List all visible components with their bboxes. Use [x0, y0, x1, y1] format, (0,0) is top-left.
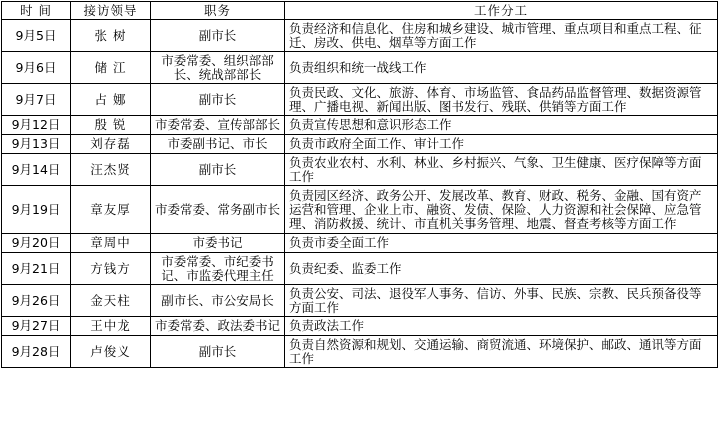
cell-duty: 负责园区经济、政务公开、发展改革、教育、财政、税务、金融、国有资产运营和管理、企业上市、融资、发债、保险、人力资源和社会保障、应急管理、消防救援、统计、市直机关事务管理、地震、督查考核等方面工作 — [285, 186, 718, 234]
cell-post: 市委副书记、市长 — [151, 135, 285, 154]
table-header-row — [2, 2, 718, 20]
cell-post: 市委常委、组织部部长、统战部部长 — [151, 52, 285, 84]
cell-duty: 负责市委全面工作 — [285, 234, 718, 253]
cell-date: 9月14日 — [2, 154, 71, 186]
cell-leader: 卢俊义 — [71, 336, 151, 368]
reception-schedule-table — [1, 1, 718, 368]
cell-date: 9月13日 — [2, 135, 71, 154]
cell-date: 9月27日 — [2, 317, 71, 336]
cell-leader: 汪杰贤 — [71, 154, 151, 186]
cell-date: 9月26日 — [2, 285, 71, 317]
cell-duty: 负责民政、文化、旅游、体育、市场监管、食品药品监督管理、数据资源管理、广播电视、新闻出版、图书发行、残联、供销等方面工作 — [285, 84, 718, 116]
cell-duty: 负责市政府全面工作、审计工作 — [285, 135, 718, 154]
table-row — [2, 20, 718, 52]
cell-duty: 负责自然资源和规划、交通运输、商贸流通、环境保护、邮政、通讯等方面工作 — [285, 336, 718, 368]
table-row — [2, 154, 718, 186]
header-leader: 接访领导 — [71, 2, 151, 20]
header-date: 时 间 — [2, 2, 71, 20]
header-duty: 工作分工 — [285, 2, 718, 20]
cell-duty: 负责政法工作 — [285, 317, 718, 336]
cell-duty: 负责经济和信息化、住房和城乡建设、城市管理、重点项目和重点工程、征迁、房改、供电、烟草等方面工作 — [285, 20, 718, 52]
cell-leader: 张 树 — [71, 20, 151, 52]
cell-date: 9月5日 — [2, 20, 71, 52]
cell-post: 市委常委、常务副市长 — [151, 186, 285, 234]
cell-duty: 负责宣传思想和意识形态工作 — [285, 116, 718, 135]
cell-leader: 方钱方 — [71, 253, 151, 285]
cell-duty: 负责组织和统一战线工作 — [285, 52, 718, 84]
cell-leader: 刘存磊 — [71, 135, 151, 154]
table-row — [2, 285, 718, 317]
table-row — [2, 135, 718, 154]
cell-leader: 章周中 — [71, 234, 151, 253]
cell-date: 9月20日 — [2, 234, 71, 253]
table-row — [2, 336, 718, 368]
cell-date: 9月7日 — [2, 84, 71, 116]
table-row — [2, 116, 718, 135]
cell-duty: 负责农业农村、水利、林业、乡村振兴、气象、卫生健康、医疗保障等方面工作 — [285, 154, 718, 186]
cell-post: 市委常委、市纪委书记、市监委代理主任 — [151, 253, 285, 285]
cell-date: 9月21日 — [2, 253, 71, 285]
cell-leader: 金天柱 — [71, 285, 151, 317]
cell-leader: 章友厚 — [71, 186, 151, 234]
table-row — [2, 253, 718, 285]
cell-date: 9月6日 — [2, 52, 71, 84]
cell-leader: 占 娜 — [71, 84, 151, 116]
cell-post: 副市长、市公安局长 — [151, 285, 285, 317]
table-row — [2, 234, 718, 253]
cell-date: 9月19日 — [2, 186, 71, 234]
cell-duty: 负责纪委、监委工作 — [285, 253, 718, 285]
cell-post: 副市长 — [151, 84, 285, 116]
cell-leader: 殷 锐 — [71, 116, 151, 135]
cell-post: 市委常委、政法委书记 — [151, 317, 285, 336]
header-post: 职务 — [151, 2, 285, 20]
cell-post: 市委书记 — [151, 234, 285, 253]
cell-date: 9月12日 — [2, 116, 71, 135]
cell-post: 副市长 — [151, 154, 285, 186]
table-row — [2, 84, 718, 116]
table-row — [2, 186, 718, 234]
cell-leader: 王中龙 — [71, 317, 151, 336]
table-row — [2, 317, 718, 336]
cell-duty: 负责公安、司法、退役军人事务、信访、外事、民族、宗教、民兵预备役等方面工作 — [285, 285, 718, 317]
table-row — [2, 52, 718, 84]
cell-date: 9月28日 — [2, 336, 71, 368]
cell-post: 市委常委、宣传部部长 — [151, 116, 285, 135]
cell-post: 副市长 — [151, 336, 285, 368]
cell-post: 副市长 — [151, 20, 285, 52]
cell-leader: 储 江 — [71, 52, 151, 84]
